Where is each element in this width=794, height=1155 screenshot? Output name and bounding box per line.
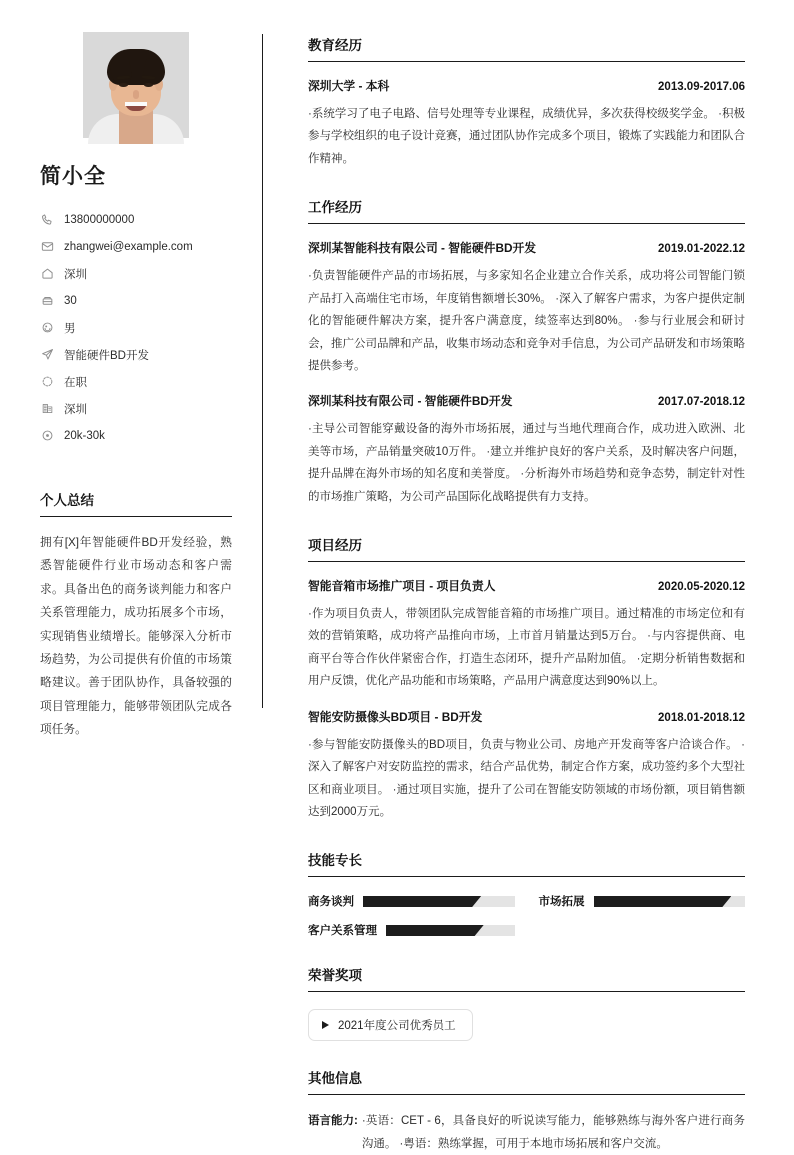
skill-bar-fill (594, 896, 732, 907)
section-title-skills: 技能专长 (308, 849, 745, 877)
entry-title: 深圳某智能科技有限公司 - 智能硬件BD开发 (308, 241, 537, 256)
section-honors (308, 964, 745, 1041)
section-skills (308, 849, 745, 938)
section-work (308, 196, 745, 508)
section-title-projects: 项目经历 (308, 534, 745, 562)
skill-item (539, 893, 746, 909)
skill-bar-fill (363, 896, 481, 907)
contact-row-age (40, 287, 232, 314)
entry-description: ·负责智能硬件产品的市场拓展，与多家知名企业建立合作关系，成功将公司智能门锁产品打入高端住宅市场，年度销售额增长30%。 ·深入了解客户需求，为客户提供定制化的智能硬件解决方案，提升客户满意度，续签率达到80%。 ·参与行业展会和研讨会，推广公司品牌和产品，收集市场动态和竞争对手信息，为公司产品研发和市场策略提供参考。 (308, 270, 745, 372)
section-education (308, 34, 745, 170)
entry-date: 2019.01-2022.12 (658, 243, 745, 256)
entry-date: 2020.05-2020.12 (658, 581, 745, 594)
section-other-info (308, 1067, 745, 1155)
education-entry (308, 77, 745, 170)
contact-value: 30 (64, 294, 77, 307)
contact-row-location (40, 260, 232, 287)
honors-list (308, 1009, 745, 1041)
contact-value: 智能硬件BD开发 (64, 349, 149, 362)
entry-date: 2017.07-2018.12 (658, 396, 745, 409)
skill-bar-track (594, 896, 746, 907)
skill-item (308, 893, 515, 909)
entry-description: ·主导公司智能穿戴设备的海外市场拓展，通过与当地代理商合作，成功进入欧洲、北美等市场，产品销量突破10万件。 ·建立并维护良好的客户关系，及时解决客户问题，提升品牌在海外市场的知名度和美誉度。 ·分析海外市场趋势和竞争态势，制定针对性的市场推广策略，为公司产品国际化战略提供有力支持。 (308, 423, 745, 503)
contact-value: 20k-30k (64, 429, 105, 442)
contact-row-email (40, 233, 232, 260)
contact-value: 深圳 (64, 268, 87, 281)
id-card-icon (40, 294, 54, 308)
contact-value: 13800000000 (64, 213, 135, 226)
entry-date: 2013.09-2017.06 (658, 81, 745, 93)
entry-date: 2018.01-2018.12 (658, 711, 745, 724)
skill-bar-track (363, 896, 515, 907)
status-icon (40, 375, 54, 389)
entry-header (308, 239, 745, 256)
section-projects (308, 534, 745, 823)
other-info-value: ·英语：CET - 6，具备良好的听说读写能力，能够熟练与海外客户进行商务沟通。 ·粤语：熟练掌握，可用于本地市场拓展和客户交流。 (361, 1115, 745, 1150)
entry-header (308, 77, 745, 94)
section-title-honors: 荣誉奖项 (308, 964, 745, 992)
contact-value: zhangwei@example.com (64, 240, 193, 253)
entry-description: ·系统学习了电子电路、信号处理等专业课程，成绩优异，多次获得校级奖学金。 ·积极参与学校组织的电子设计竞赛，通过团队协作完成多个项目，锻炼了实践能力和团队合作精神。 (308, 108, 745, 165)
section-title-work: 工作经历 (308, 196, 745, 224)
building-icon (40, 402, 54, 416)
contact-row-position (40, 341, 232, 368)
other-info-label: 语言能力: (308, 1115, 358, 1128)
entry-title: 深圳某科技有限公司 - 智能硬件BD开发 (308, 394, 513, 409)
honor-chip (308, 1009, 473, 1041)
skill-bar-fill (386, 925, 484, 936)
skill-item (308, 922, 515, 938)
home-icon (40, 267, 54, 281)
envelope-icon (40, 240, 54, 254)
contact-value: 在职 (64, 376, 87, 389)
section-title-other-info: 其他信息 (308, 1067, 745, 1095)
skill-bar-track (386, 925, 515, 936)
entry-title: 智能安防摄像头BD项目 - BD开发 (308, 709, 483, 724)
entry-title: 智能音箱市场推广项目 - 项目负责人 (308, 579, 496, 594)
section-title-education: 教育经历 (308, 34, 745, 62)
contact-row-city (40, 395, 232, 422)
left-sidebar (0, 0, 262, 742)
entry-description: ·参与智能安防摄像头的BD项目，负责与物业公司、房地产开发商等客户洽谈合作。 ·深入了解客户对安防监控的需求，结合产品优势，制定合作方案，成功签约多个大型社区和商业项目。 ·通过项目实施，提升了公司在智能安防领域的市场份额，项目销售额达到2000万元。 (308, 738, 745, 819)
contact-list (40, 206, 232, 449)
avatar (83, 32, 189, 138)
avatar-wrapper (40, 30, 232, 138)
honor-label: 2021年度公司优秀员工 (338, 1020, 456, 1033)
other-info-row (308, 1110, 745, 1155)
avatar-eye-left (119, 83, 128, 87)
gender-icon (40, 321, 54, 335)
contact-row-salary (40, 422, 232, 449)
summary-text: 拥有[X]年智能硬件BD开发经验，熟悉智能硬件行业市场动态和客户需求。具备出色的商务谈判能力和客户关系管理能力，成功拓展多个市场，实现销售业绩增长。能够深入分析市场趋势，为公司提供有价值的市场策略建议。善于团队协作，具备较强的项目管理能力，能够带领团队完成各项任务。 (40, 536, 232, 737)
avatar-nose (133, 90, 139, 99)
phone-icon (40, 213, 54, 227)
entry-header (308, 392, 745, 409)
profile-name: 简小全 (40, 165, 106, 188)
paper-plane-icon (40, 348, 54, 362)
avatar-eye-right (144, 83, 153, 87)
salary-icon (40, 429, 54, 443)
entry-description: ·作为项目负责人，带领团队完成智能音箱的市场推广项目。通过精准的市场定位和有效的营销策略，成功将产品推向市场，上市首月销量达到5万台。 ·与内容提供商、电商平台等合作伙伴紧密合作，打造生态闭环，提升产品附加值。 ·定期分析销售数据和用户反馈，优化产品功能和市场策略，产品用户满意度达到90%以上。 (308, 608, 745, 688)
entry-header (308, 577, 745, 594)
contact-value: 深圳 (64, 403, 87, 416)
work-entry (308, 239, 745, 377)
project-entry (308, 577, 745, 693)
skill-label: 客户关系管理 (308, 925, 377, 938)
skill-label: 市场拓展 (538, 896, 585, 909)
main-content (262, 0, 794, 1155)
skill-label: 商务谈判 (308, 896, 354, 909)
contact-row-gender (40, 314, 232, 341)
entry-title: 深圳大学 - 本科 (308, 79, 390, 93)
summary-section-title: 个人总结 (40, 489, 232, 517)
entry-header (308, 708, 745, 725)
contact-row-phone (40, 206, 232, 233)
contact-row-job-status (40, 368, 232, 395)
skills-grid (308, 893, 745, 938)
work-entry (308, 392, 745, 508)
column-divider (262, 34, 263, 708)
triangle-right-icon (322, 1021, 329, 1029)
project-entry (308, 708, 745, 824)
avatar-teeth (125, 102, 147, 106)
contact-value: 男 (64, 322, 76, 335)
